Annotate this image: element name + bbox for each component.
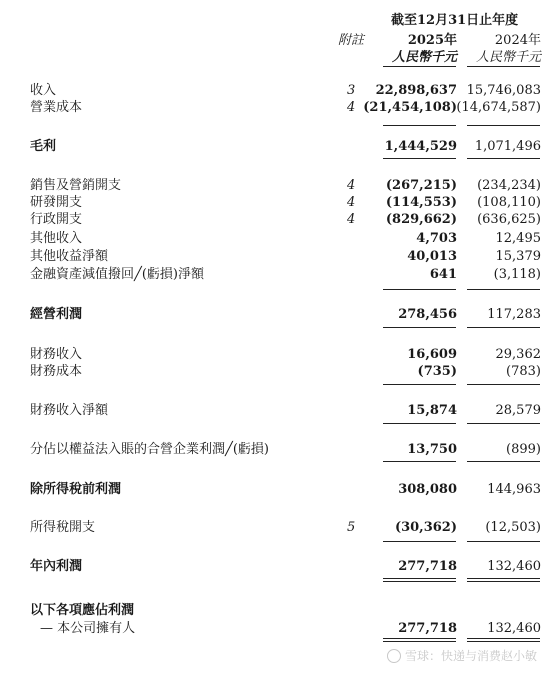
watermark-text: 雪球：快递与消费赵小敏 xyxy=(404,649,537,663)
value-2024: 15,746,083 xyxy=(466,83,541,98)
rule-2025 xyxy=(383,289,456,290)
table-row xyxy=(0,620,551,637)
table-row xyxy=(0,248,551,265)
notes-column-header: 附註 xyxy=(338,33,365,48)
value-2024: (108,110) xyxy=(477,195,541,210)
watermark xyxy=(387,647,537,664)
row-label: 除所得稅前利潤 xyxy=(30,482,122,497)
double-rule-2025 xyxy=(383,641,456,642)
value-2024: (783) xyxy=(506,364,541,379)
rule-2025 xyxy=(383,327,456,328)
value-2025: (735) xyxy=(417,364,457,379)
row-note: 4 xyxy=(347,212,356,227)
table-row xyxy=(0,402,551,419)
value-2024: 1,071,496 xyxy=(474,139,541,154)
table-row xyxy=(0,82,551,99)
value-2024: (14,674,587) xyxy=(456,100,541,115)
row-label: 經營利潤 xyxy=(30,307,83,322)
value-2025: 277,718 xyxy=(398,559,457,574)
row-label: 以下各項應佔利潤 xyxy=(30,603,135,618)
value-2025: 1,444,529 xyxy=(384,139,457,154)
rule-2025 xyxy=(383,461,456,462)
rule-2025 xyxy=(383,158,456,159)
year-2025-header: 2025年 xyxy=(407,33,457,48)
rule-2024 xyxy=(467,423,540,424)
table-row xyxy=(0,266,551,283)
double-rule-2024 xyxy=(467,581,540,582)
value-2025: 15,874 xyxy=(407,403,457,418)
row-label: 年內利潤 xyxy=(30,559,83,574)
row-label: 銷售及營銷開支 xyxy=(30,178,122,193)
value-2024: 28,579 xyxy=(495,403,541,418)
value-2025: 16,609 xyxy=(407,347,457,362)
table-row xyxy=(0,363,551,380)
value-2024: (636,625) xyxy=(477,212,541,227)
value-2025: 4,703 xyxy=(416,231,457,246)
rule-2024 xyxy=(467,158,540,159)
value-2025: 22,898,637 xyxy=(375,83,457,98)
row-label: 其他收益淨額 xyxy=(30,249,109,264)
table-row xyxy=(0,230,551,247)
table-row xyxy=(0,306,551,323)
value-2025: 13,750 xyxy=(407,442,457,457)
row-label: 金融資產減值撥回╱(虧損)淨額 xyxy=(30,267,204,282)
double-rule-2025 xyxy=(383,578,456,579)
double-rule-2025 xyxy=(383,638,456,639)
rule-2025 xyxy=(383,384,456,385)
value-2024: 117,283 xyxy=(487,307,541,322)
value-2024: (234,234) xyxy=(477,178,541,193)
row-label: 收入 xyxy=(30,83,57,98)
value-2025: 278,456 xyxy=(398,307,457,322)
value-2024: 15,379 xyxy=(495,249,541,264)
row-label: 營業成本 xyxy=(30,100,83,115)
value-2024: (899) xyxy=(506,442,541,457)
row-note: 3 xyxy=(347,83,356,98)
row-note: 4 xyxy=(347,195,356,210)
row-label: 分佔以權益法入賬的合營企業利潤╱(虧損) xyxy=(30,442,269,457)
value-2024: (3,118) xyxy=(493,267,541,282)
double-rule-2024 xyxy=(467,638,540,639)
rule-2024 xyxy=(467,384,540,385)
rule-2025 xyxy=(383,125,456,126)
value-2024: (12,503) xyxy=(485,520,541,535)
row-label: 財務收入 xyxy=(30,347,83,362)
row-label: 財務成本 xyxy=(30,364,83,379)
value-2025: 641 xyxy=(429,267,457,282)
row-label: 毛利 xyxy=(30,139,57,154)
row-note: 5 xyxy=(347,520,356,535)
value-2025: 277,718 xyxy=(398,621,457,636)
double-rule-2024 xyxy=(467,641,540,642)
value-2024: 29,362 xyxy=(495,347,541,362)
table-row xyxy=(0,481,551,498)
table-row xyxy=(0,519,551,536)
rule-2025 xyxy=(383,541,456,542)
row-label: 所得稅開支 xyxy=(30,520,96,535)
snowball-icon xyxy=(387,649,401,663)
header-underline-2025 xyxy=(383,66,456,67)
table-row xyxy=(0,441,551,458)
row-label: — 本公司擁有人 xyxy=(40,621,136,636)
value-2025: (267,215) xyxy=(385,178,457,193)
row-label: 研發開支 xyxy=(30,195,83,210)
value-2025: 40,013 xyxy=(407,249,457,264)
value-2025: 308,080 xyxy=(398,482,457,497)
rule-2024 xyxy=(467,289,540,290)
value-2024: 144,963 xyxy=(487,482,541,497)
table-row xyxy=(0,177,551,194)
value-2024: 132,460 xyxy=(487,621,541,636)
double-rule-2024 xyxy=(467,578,540,579)
rule-2025 xyxy=(383,423,456,424)
unit-2024-header: 人民幣千元 xyxy=(475,50,541,65)
table-row xyxy=(0,558,551,575)
value-2025: (829,662) xyxy=(385,212,457,227)
table-row xyxy=(0,138,551,155)
value-2025: (114,553) xyxy=(385,195,457,210)
table-row xyxy=(0,602,551,619)
double-rule-2025 xyxy=(383,581,456,582)
row-label: 其他收入 xyxy=(30,231,83,246)
value-2025: (30,362) xyxy=(394,520,457,535)
row-note: 4 xyxy=(347,178,356,193)
period-header: 截至12月31日止年度 xyxy=(391,13,519,28)
rule-2024 xyxy=(467,461,540,462)
rule-2024 xyxy=(467,125,540,126)
year-2024-header: 2024年 xyxy=(494,33,541,48)
value-2024: 132,460 xyxy=(487,559,541,574)
table-row xyxy=(0,194,551,211)
value-2025: (21,454,108) xyxy=(363,100,457,115)
row-note: 4 xyxy=(347,100,356,115)
row-label: 財務收入淨額 xyxy=(30,403,109,418)
value-2024: 12,495 xyxy=(495,231,541,246)
header-underline-2024 xyxy=(467,66,540,67)
table-row xyxy=(0,346,551,363)
table-row xyxy=(0,99,551,116)
rule-2024 xyxy=(467,327,540,328)
unit-2025-header: 人民幣千元 xyxy=(391,50,457,65)
rule-2024 xyxy=(467,541,540,542)
row-label: 行政開支 xyxy=(30,212,83,227)
table-row xyxy=(0,211,551,228)
